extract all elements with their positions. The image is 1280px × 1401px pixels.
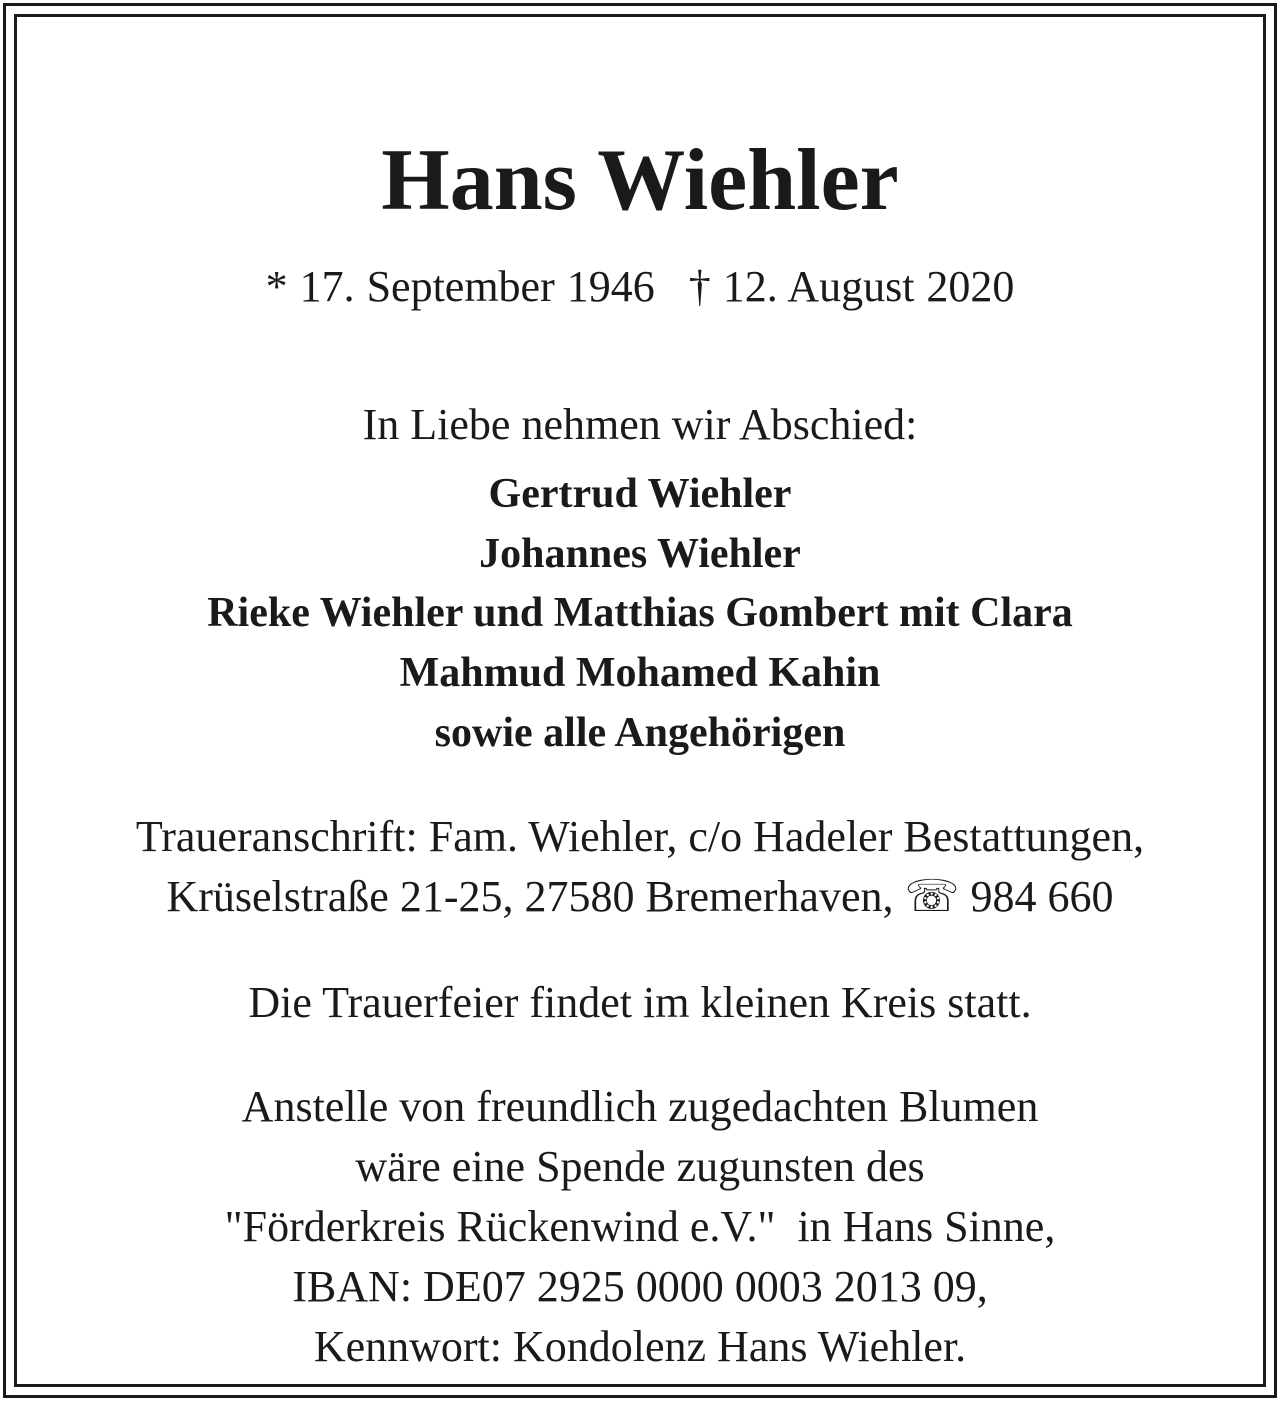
inner-border [14, 14, 1266, 1387]
phone-icon: ☏ [904, 872, 960, 921]
outer-border [3, 3, 1277, 1398]
donation-line: wäre eine Spende zugunsten des [355, 1142, 925, 1191]
ceremony-text: Die Trauerfeier findet im kleinen Kreis statt. [248, 978, 1032, 1027]
address-line-2 [17, 872, 1263, 921]
farewell-text: In Liebe nehmen wir Abschied: [362, 400, 918, 449]
mourner-name: Mahmud Mohamed Kahin [399, 650, 881, 696]
address-line-1: Traueranschrift: Fam. Wiehler, c/o Hadeler Bestattungen, [135, 812, 1145, 861]
mourner-name: sowie alle Angehörigen [434, 710, 846, 756]
phone-number: 984 660 [970, 872, 1114, 921]
donation-line: IBAN: DE07 2925 0000 0003 2013 09, [292, 1262, 988, 1311]
birth-date: * 17. September 1946 [265, 262, 655, 311]
mourner-name: Johannes Wiehler [479, 531, 801, 577]
donation-line: Anstelle von freundlich zugedachten Blumen [241, 1082, 1039, 1131]
donation-line: "Förderkreis Rückenwind e.V." in Hans Sinne, [224, 1202, 1056, 1251]
address-street: Krüselstraße 21-25, 27580 Bremerhaven, [166, 872, 894, 921]
life-dates [17, 262, 1263, 311]
mourner-name: Gertrud Wiehler [488, 471, 792, 517]
mourner-name: Rieke Wiehler und Matthias Gombert mit Clara [207, 590, 1073, 636]
donation-line: Kennwort: Kondolenz Hans Wiehler. [313, 1322, 967, 1371]
deceased-name: Hans Wiehler [381, 132, 899, 229]
death-date: † 12. August 2020 [688, 262, 1015, 311]
